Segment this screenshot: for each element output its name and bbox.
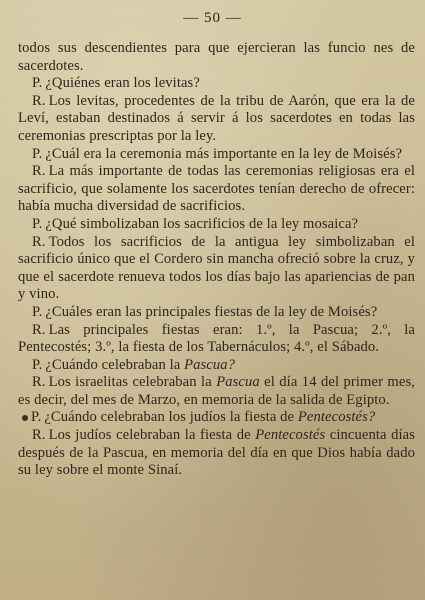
question-italic-term: Pentecostés? (297, 409, 376, 426)
question (18, 409, 415, 427)
question-text: ¿Cuáles eran las principales fiestas de la ley de Moisés? (45, 303, 378, 320)
question-text: ¿Qué simbolizaban los sacrificios de la ley mosaica? (45, 215, 359, 232)
answer-label: R. (32, 233, 46, 250)
question-label: P. (31, 409, 42, 426)
answer (18, 93, 415, 146)
answer-text-rest: cincuenta días después de la Pascua, en memoria del día en que Dios había dado su ley sobre el monte Sinaí. (18, 427, 415, 479)
ink-dot-icon (22, 415, 28, 421)
answer (18, 427, 415, 480)
question (18, 304, 415, 322)
question-text: ¿Cuál era la ceremonia más importante en la ley de Moisés? (45, 145, 403, 162)
paragraph (18, 40, 415, 75)
paragraph-text: todos sus descendientes para que ejercieran las funcio nes de sacerdotes. (18, 40, 415, 74)
page-number: — 50 — (183, 10, 242, 26)
page-body (18, 40, 415, 480)
answer-label: R. (32, 163, 46, 180)
answer-text-rest: el día 14 del primer mes, es decir, del mes de Marzo, en memoria de la salida de Egipto. (18, 374, 415, 408)
question-label: P. (32, 356, 43, 373)
question-text: ¿Cuándo celebraban los judíos la fiesta de (44, 409, 298, 426)
answer-label: R. (32, 321, 46, 338)
question-label: P. (32, 303, 43, 320)
answer (18, 234, 415, 304)
answer-text: Los levitas, procedentes de la tribu de Aarón, que era la de Leví, estaban destinados á servir á los sacerdotes en todas las ceremonias prescriptas por la ley. (18, 92, 415, 144)
answer-text: La más importante de todas las ceremonias religiosas era el sacrificio, que solamente los sacerdotes tenían derecho de ofrecer: había mucha diversidad de sacrificios. (18, 163, 415, 215)
answer-text: Los judíos celebraban la fiesta de (48, 427, 256, 444)
question-italic-term: Pascua? (184, 356, 236, 373)
answer (18, 163, 415, 216)
answer (18, 374, 415, 409)
question-text: ¿Quiénes eran los levitas? (45, 75, 200, 92)
question-label: P. (32, 145, 43, 162)
answer-label: R. (32, 92, 46, 109)
question-label: P. (32, 75, 43, 92)
answer-text: Las principales fiestas eran: 1.º, la Pascua; 2.º, la Pentecostés; 3.º, la fiesta de los Tabernáculos; 4.º, el Sábado. (18, 321, 415, 356)
question-label: P. (32, 215, 43, 232)
answer-text: Los israelitas celebraban la (48, 374, 217, 391)
question (18, 216, 415, 234)
answer (18, 322, 415, 357)
answer-text: Todos los sacrificios de la antigua ley simbolizaban el sacrificio único que el Cordero sin mancha ofreció sobre la cruz, y que el sacerdote renueva todos los días bajo las apariencias de pan y vino. (18, 233, 415, 303)
question-text: ¿Cuándo celebraban la (45, 356, 185, 373)
question (18, 357, 415, 375)
answer-italic-term: Pascua (216, 374, 260, 391)
answer-label: R. (32, 427, 46, 444)
answer-label: R. (32, 374, 46, 391)
answer-italic-term: Pentecostés (255, 427, 326, 444)
question (18, 146, 415, 164)
question (18, 75, 415, 93)
